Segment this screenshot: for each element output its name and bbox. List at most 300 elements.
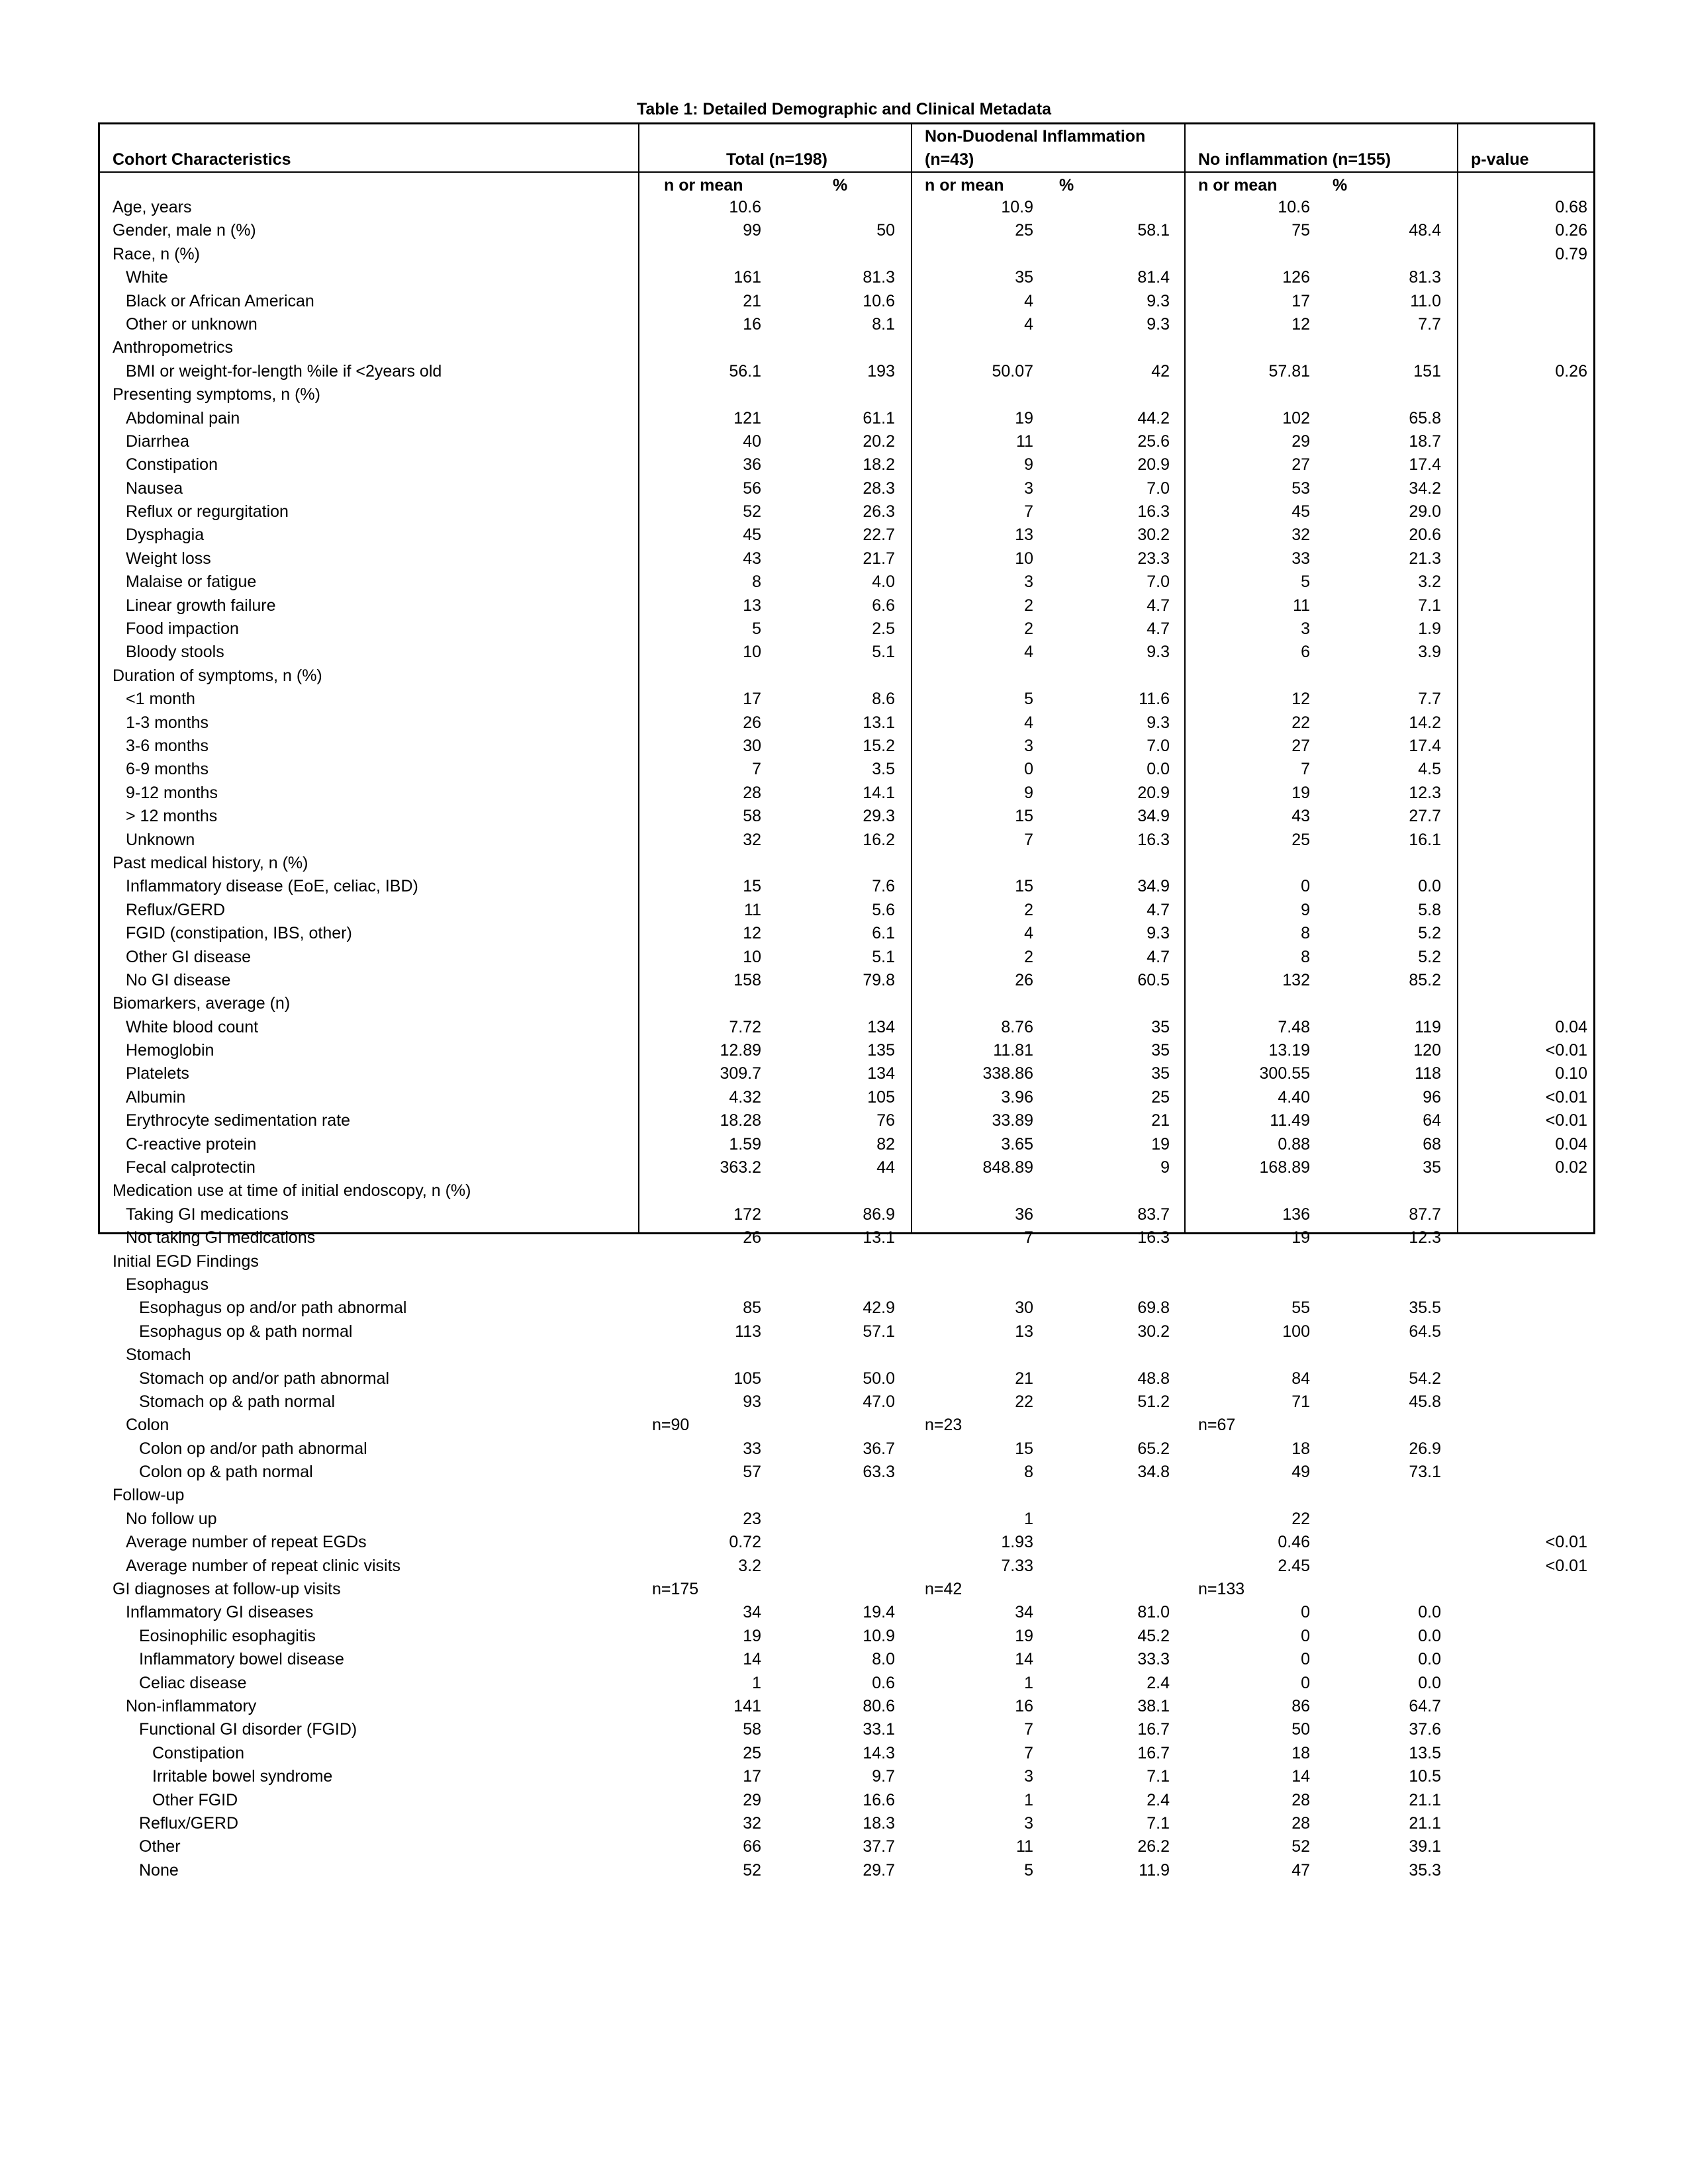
no-inflammation-n-cell: 0.46: [1278, 1533, 1310, 1552]
non-duodenal-pct-cell: 48.8: [1137, 1369, 1170, 1388]
row-label: Erythrocyte sedimentation rate: [126, 1111, 351, 1130]
total-pct-cell: 134: [867, 1064, 895, 1083]
row-label: GI diagnoses at follow-up visits: [113, 1580, 341, 1599]
no-inflammation-pct-cell: 0.0: [1418, 877, 1441, 896]
non-duodenal-n-cell: 4: [1024, 924, 1033, 943]
non-duodenal-n-cell: 1.93: [1001, 1533, 1033, 1552]
no-inflammation-pct-cell: 48.4: [1409, 221, 1441, 240]
no-inflammation-pct-cell: 14.2: [1409, 713, 1441, 732]
non-duodenal-pct-cell: 51.2: [1137, 1392, 1170, 1411]
no-inflammation-pct-cell: 21.1: [1409, 1790, 1441, 1809]
table-row: [0, 1672, 1688, 1695]
total-n-cell: 5: [752, 619, 761, 639]
total-pct-cell: 5.1: [872, 643, 895, 662]
table-row: [0, 735, 1688, 758]
non-duodenal-n-cell: 7: [1024, 1720, 1033, 1739]
non-duodenal-pct-cell: 26.2: [1137, 1837, 1170, 1856]
no-inflammation-pct-cell: 16.1: [1409, 830, 1441, 849]
no-inflammation-pct-cell: 7.7: [1418, 314, 1441, 334]
no-inflammation-n-cell: 11: [1293, 596, 1310, 615]
total-pct-cell: 6.1: [872, 924, 895, 943]
no-inflammation-n-cell: 84: [1291, 1369, 1310, 1388]
total-n-cell: 34: [743, 1603, 761, 1622]
total-pct-cell: 10.6: [863, 291, 895, 310]
no-inflammation-n-cell: 86: [1291, 1697, 1310, 1715]
non-duodenal-n-cell: 1: [1024, 1509, 1033, 1528]
no-inflammation-n-cell: 17: [1291, 291, 1310, 310]
no-inflammation-pct-cell: 35.5: [1409, 1298, 1441, 1318]
total-pct-cell: 5.6: [872, 900, 895, 919]
row-label: Dysphagia: [126, 525, 205, 545]
total-pct-cell: 2.5: [872, 619, 895, 639]
total-pct-cell: 47.0: [863, 1392, 895, 1411]
table-row: [0, 407, 1688, 430]
table-row: [0, 477, 1688, 500]
non-duodenal-pct-cell: 21: [1151, 1111, 1170, 1130]
p-value-cell: 0.04: [1555, 1134, 1587, 1154]
header-non-duodenal-n: (n=43): [925, 150, 974, 169]
total-n-cell: 11: [744, 900, 761, 919]
non-duodenal-n-cell: 15: [1015, 807, 1033, 826]
non-duodenal-n-cell: 3: [1024, 478, 1033, 498]
total-pct-cell: 18.3: [863, 1813, 895, 1833]
no-inflammation-pct-cell: 5.2: [1418, 947, 1441, 966]
row-label: Colon: [126, 1416, 169, 1435]
no-inflammation-subgroup-n: n=67: [1198, 1416, 1236, 1435]
non-duodenal-n-cell: 3: [1024, 736, 1033, 755]
row-label: Average number of repeat clinic visits: [126, 1556, 401, 1575]
table-row: [0, 946, 1688, 969]
non-duodenal-n-cell: 7: [1024, 502, 1033, 522]
total-pct-cell: 193: [867, 361, 895, 381]
table-row: [0, 641, 1688, 664]
p-value-cell: 0.68: [1555, 198, 1587, 216]
row-label: Celiac disease: [139, 1673, 247, 1692]
total-n-cell: 28: [743, 783, 761, 802]
non-duodenal-n-cell: 21: [1015, 1369, 1033, 1388]
no-inflammation-n-cell: 32: [1291, 525, 1310, 545]
non-duodenal-pct-cell: 2.4: [1147, 1673, 1170, 1692]
total-n-cell: 12.89: [720, 1041, 761, 1060]
non-duodenal-pct-cell: 9.3: [1147, 643, 1170, 662]
no-inflammation-pct-cell: 65.8: [1409, 408, 1441, 428]
non-duodenal-pct-cell: 2.4: [1147, 1790, 1170, 1809]
no-inflammation-pct-cell: 29.0: [1409, 502, 1441, 522]
non-duodenal-n-cell: 4: [1024, 643, 1033, 662]
total-n-cell: 10: [743, 643, 761, 662]
non-duodenal-pct-cell: 20.9: [1137, 783, 1170, 802]
no-inflammation-n-cell: 18: [1291, 1743, 1310, 1762]
row-label: Initial EGD Findings: [113, 1251, 259, 1271]
total-n-cell: 161: [733, 268, 761, 287]
row-label: Reflux or regurgitation: [126, 502, 289, 522]
row-label: Black or African American: [126, 291, 314, 310]
non-duodenal-pct-cell: 9.3: [1147, 924, 1170, 943]
non-duodenal-pct-cell: 81.4: [1137, 268, 1170, 287]
no-inflammation-n-cell: 27: [1291, 455, 1310, 475]
non-duodenal-n-cell: 7: [1024, 1228, 1033, 1248]
no-inflammation-pct-cell: 5.2: [1418, 924, 1441, 943]
table-row: [0, 1320, 1688, 1343]
no-inflammation-pct-cell: 0.0: [1418, 1673, 1441, 1692]
no-inflammation-n-cell: 6: [1301, 643, 1310, 662]
non-duodenal-n-cell: 2: [1024, 619, 1033, 639]
no-inflammation-pct-cell: 0.0: [1418, 1603, 1441, 1622]
table-row: [0, 1226, 1688, 1250]
no-inflammation-pct-cell: 85.2: [1409, 970, 1441, 989]
table-row: [0, 852, 1688, 875]
table-row: [0, 1859, 1688, 1882]
table-row: [0, 1016, 1688, 1039]
total-n-cell: 17: [743, 690, 761, 709]
total-n-cell: 13: [743, 596, 761, 615]
non-duodenal-n-cell: 14: [1015, 1650, 1033, 1669]
no-inflammation-n-cell: 49: [1291, 1463, 1310, 1482]
non-duodenal-n-cell: 36: [1015, 1205, 1033, 1224]
no-inflammation-pct-cell: 73.1: [1409, 1463, 1441, 1482]
total-pct-cell: 20.2: [863, 432, 895, 451]
row-label: Linear growth failure: [126, 596, 276, 615]
total-n-cell: 58: [743, 1720, 761, 1739]
table-row: [0, 313, 1688, 336]
no-inflammation-pct-cell: 151: [1413, 361, 1441, 381]
table-row: [0, 782, 1688, 805]
table-row: [0, 266, 1688, 289]
total-pct-cell: 33.1: [863, 1720, 895, 1739]
table-row: [0, 1695, 1688, 1718]
non-duodenal-n-cell: 8.76: [1001, 1017, 1033, 1036]
row-label: Reflux/GERD: [126, 900, 226, 919]
non-duodenal-pct-cell: 9.3: [1147, 713, 1170, 732]
non-duodenal-pct-cell: 60.5: [1137, 970, 1170, 989]
no-inflammation-n-cell: 29: [1291, 432, 1310, 451]
p-value-cell: 0.26: [1555, 361, 1587, 381]
no-inflammation-n-cell: 52: [1291, 1837, 1310, 1856]
non-duodenal-pct-cell: 30.2: [1137, 525, 1170, 545]
row-label: Not taking GI medications: [126, 1228, 316, 1248]
non-duodenal-subgroup-n: n=42: [925, 1580, 962, 1599]
no-inflammation-n-cell: 47: [1291, 1860, 1310, 1880]
no-inflammation-n-cell: 71: [1291, 1392, 1310, 1411]
p-value-cell: 0.26: [1555, 221, 1587, 240]
non-duodenal-n-cell: 2: [1024, 596, 1033, 615]
row-label: Esophagus op & path normal: [139, 1322, 353, 1341]
table-row: [0, 547, 1688, 570]
row-label: Esophagus: [126, 1275, 209, 1294]
row-label: FGID (constipation, IBS, other): [126, 924, 352, 943]
non-duodenal-n-cell: 4: [1024, 291, 1033, 310]
non-duodenal-pct-cell: 4.7: [1147, 619, 1170, 639]
total-pct-cell: 29.3: [863, 807, 895, 826]
table-row: [0, 290, 1688, 313]
table-row: [0, 1062, 1688, 1085]
row-label: Platelets: [126, 1064, 189, 1083]
no-inflammation-n-cell: 75: [1291, 221, 1310, 240]
non-duodenal-pct-cell: 11.9: [1139, 1860, 1170, 1880]
non-duodenal-pct-cell: 65.2: [1137, 1439, 1170, 1458]
non-duodenal-pct-cell: 9.3: [1147, 314, 1170, 334]
total-n-cell: 172: [733, 1205, 761, 1224]
table-row: [0, 1179, 1688, 1203]
non-duodenal-subgroup-n: n=23: [925, 1416, 962, 1435]
non-duodenal-pct-cell: 34.9: [1137, 877, 1170, 896]
row-label: Hemoglobin: [126, 1041, 214, 1060]
total-n-cell: 17: [743, 1767, 761, 1786]
total-pct-cell: 36.7: [863, 1439, 895, 1458]
non-duodenal-pct-cell: 7.0: [1147, 572, 1170, 592]
non-duodenal-n-cell: 5: [1024, 690, 1033, 709]
total-n-cell: 99: [743, 221, 761, 240]
table-row: [0, 336, 1688, 359]
total-n-cell: 25: [743, 1743, 761, 1762]
no-inflammation-pct-cell: 37.6: [1409, 1720, 1441, 1739]
no-inflammation-pct-cell: 1.9: [1418, 619, 1441, 639]
table-row: [0, 360, 1688, 383]
table-row: [0, 1039, 1688, 1062]
no-inflammation-pct-cell: 7.1: [1418, 596, 1441, 615]
subheader-percent: %: [833, 176, 848, 195]
p-value-cell: <0.01: [1545, 1533, 1587, 1552]
row-label: 9-12 months: [126, 783, 218, 802]
total-n-cell: 29: [743, 1790, 761, 1809]
row-label: Esophagus op and/or path abnormal: [139, 1298, 407, 1318]
total-n-cell: 58: [743, 807, 761, 826]
non-duodenal-n-cell: 34: [1015, 1603, 1033, 1622]
total-pct-cell: 76: [876, 1111, 895, 1130]
row-label: Other GI disease: [126, 947, 251, 966]
no-inflammation-n-cell: 50: [1291, 1720, 1310, 1739]
total-n-cell: 21: [743, 291, 761, 310]
no-inflammation-n-cell: 14: [1291, 1767, 1310, 1786]
non-duodenal-n-cell: 10: [1015, 549, 1033, 568]
row-label: Follow-up: [113, 1486, 185, 1505]
header-non-duodenal: Non-Duodenal Inflammation: [925, 127, 1146, 146]
row-label: Biomarkers, average (n): [113, 994, 291, 1013]
row-label: Diarrhea: [126, 432, 189, 451]
no-inflammation-pct-cell: 64.7: [1409, 1697, 1441, 1715]
non-duodenal-pct-cell: 35: [1151, 1041, 1170, 1060]
no-inflammation-pct-cell: 54.2: [1409, 1369, 1441, 1388]
no-inflammation-n-cell: 53: [1291, 478, 1310, 498]
total-pct-cell: 8.0: [872, 1650, 895, 1669]
row-label: Nausea: [126, 478, 183, 498]
no-inflammation-n-cell: 7: [1301, 760, 1310, 779]
non-duodenal-n-cell: 11: [1016, 1837, 1033, 1856]
non-duodenal-pct-cell: 34.9: [1137, 807, 1170, 826]
total-pct-cell: 21.7: [863, 549, 895, 568]
non-duodenal-pct-cell: 7.1: [1147, 1813, 1170, 1833]
total-n-cell: 18.28: [720, 1111, 761, 1130]
row-label: Abdominal pain: [126, 408, 240, 428]
no-inflammation-n-cell: 19: [1291, 1228, 1310, 1248]
non-duodenal-n-cell: 7.33: [1001, 1556, 1033, 1575]
row-label: Anthropometrics: [113, 338, 234, 357]
header-total: Total (n=198): [726, 150, 827, 169]
no-inflammation-pct-cell: 0.0: [1418, 1650, 1441, 1669]
row-label: Stomach: [126, 1345, 191, 1365]
row-label: Medication use at time of initial endoscopy, n (%): [113, 1181, 471, 1201]
non-duodenal-n-cell: 10.9: [1001, 198, 1033, 216]
no-inflammation-n-cell: 0.88: [1278, 1134, 1310, 1154]
non-duodenal-n-cell: 3: [1024, 1767, 1033, 1786]
no-inflammation-n-cell: 9: [1301, 900, 1310, 919]
non-duodenal-pct-cell: 16.3: [1137, 1228, 1170, 1248]
row-label: Constipation: [152, 1743, 244, 1762]
table-row: [0, 1742, 1688, 1765]
table-row: [0, 1297, 1688, 1320]
non-duodenal-pct-cell: 33.3: [1137, 1650, 1170, 1669]
total-n-cell: 40: [743, 432, 761, 451]
non-duodenal-pct-cell: 16.7: [1137, 1743, 1170, 1762]
table-row: [0, 1437, 1688, 1461]
no-inflammation-pct-cell: 68: [1423, 1134, 1441, 1154]
row-label: > 12 months: [126, 807, 218, 826]
table-row: [0, 500, 1688, 523]
total-pct-cell: 14.1: [863, 783, 895, 802]
no-inflammation-n-cell: 100: [1282, 1322, 1310, 1341]
subheader-n-or-mean: n or mean: [664, 176, 743, 195]
no-inflammation-pct-cell: 11.0: [1410, 291, 1441, 310]
total-pct-cell: 0.6: [872, 1673, 895, 1692]
p-value-cell: <0.01: [1545, 1087, 1587, 1107]
total-n-cell: 33: [743, 1439, 761, 1458]
total-n-cell: 30: [743, 736, 761, 755]
table-row: [0, 1625, 1688, 1648]
non-duodenal-n-cell: 3: [1024, 572, 1033, 592]
table-row: [0, 617, 1688, 641]
no-inflammation-pct-cell: 17.4: [1409, 736, 1441, 755]
p-value-cell: 0.04: [1555, 1017, 1587, 1036]
total-pct-cell: 37.7: [863, 1837, 895, 1856]
non-duodenal-n-cell: 30: [1015, 1298, 1033, 1318]
total-pct-cell: 8.1: [872, 314, 895, 334]
table-row: [0, 1390, 1688, 1414]
row-label: Age, years: [113, 198, 192, 216]
total-n-cell: 26: [743, 713, 761, 732]
non-duodenal-pct-cell: 38.1: [1137, 1697, 1170, 1715]
subheader-n-or-mean: n or mean: [1198, 176, 1278, 195]
no-inflammation-n-cell: 168.89: [1259, 1158, 1310, 1177]
row-label: Malaise or fatigue: [126, 572, 257, 592]
no-inflammation-n-cell: 55: [1291, 1298, 1310, 1318]
table-row: [0, 594, 1688, 617]
table-row: [0, 1765, 1688, 1788]
non-duodenal-n-cell: 7: [1024, 1743, 1033, 1762]
row-label: Irritable bowel syndrome: [152, 1767, 333, 1786]
total-n-cell: 56: [743, 478, 761, 498]
total-n-cell: 56.1: [729, 361, 761, 381]
no-inflammation-n-cell: 18: [1291, 1439, 1310, 1458]
non-duodenal-n-cell: 22: [1015, 1392, 1033, 1411]
p-value-cell: <0.01: [1545, 1041, 1587, 1060]
non-duodenal-pct-cell: 42: [1151, 361, 1170, 381]
no-inflammation-pct-cell: 4.5: [1418, 760, 1441, 779]
table-row: [0, 922, 1688, 945]
row-label: Average number of repeat EGDs: [126, 1533, 367, 1552]
total-n-cell: 15: [743, 877, 761, 896]
total-pct-cell: 28.3: [863, 478, 895, 498]
no-inflammation-n-cell: 4.40: [1278, 1087, 1310, 1107]
table-row: [0, 1578, 1688, 1601]
row-label: Inflammatory GI diseases: [126, 1603, 314, 1622]
table-row: [0, 1508, 1688, 1531]
no-inflammation-pct-cell: 39.1: [1409, 1837, 1441, 1856]
total-pct-cell: 50: [876, 221, 895, 240]
no-inflammation-pct-cell: 120: [1413, 1041, 1441, 1060]
total-pct-cell: 13.1: [863, 713, 895, 732]
non-duodenal-n-cell: 4: [1024, 314, 1033, 334]
row-label: Reflux/GERD: [139, 1813, 239, 1833]
table-row: [0, 969, 1688, 992]
no-inflammation-pct-cell: 3.9: [1418, 643, 1441, 662]
non-duodenal-n-cell: 19: [1015, 408, 1033, 428]
non-duodenal-n-cell: 5: [1024, 1860, 1033, 1880]
non-duodenal-pct-cell: 35: [1151, 1064, 1170, 1083]
no-inflammation-n-cell: 136: [1282, 1205, 1310, 1224]
total-pct-cell: 19.4: [863, 1603, 895, 1622]
non-duodenal-pct-cell: 11.6: [1139, 690, 1170, 709]
non-duodenal-n-cell: 15: [1015, 1439, 1033, 1458]
no-inflammation-pct-cell: 118: [1415, 1064, 1441, 1083]
total-pct-cell: 16.2: [863, 830, 895, 849]
total-n-cell: 10.6: [729, 198, 761, 216]
row-label: Other FGID: [152, 1790, 238, 1809]
no-inflammation-pct-cell: 5.8: [1418, 900, 1441, 919]
non-duodenal-pct-cell: 7.0: [1147, 736, 1170, 755]
no-inflammation-pct-cell: 81.3: [1409, 268, 1441, 287]
total-pct-cell: 63.3: [863, 1463, 895, 1482]
total-n-cell: 32: [743, 1813, 761, 1833]
header-characteristics: Cohort Characteristics: [113, 150, 291, 169]
table-row: [0, 1835, 1688, 1858]
non-duodenal-n-cell: 9: [1024, 455, 1033, 475]
non-duodenal-n-cell: 1: [1024, 1673, 1033, 1692]
row-label: White: [126, 268, 168, 287]
non-duodenal-pct-cell: 19: [1151, 1134, 1170, 1154]
table-row: [0, 570, 1688, 594]
p-value-cell: 0.02: [1555, 1158, 1587, 1177]
total-pct-cell: 13.1: [863, 1228, 895, 1248]
table-row: [0, 1343, 1688, 1367]
row-label: Inflammatory disease (EoE, celiac, IBD): [126, 877, 418, 896]
no-inflammation-n-cell: 27: [1291, 736, 1310, 755]
total-pct-cell: 4.0: [872, 572, 895, 592]
total-n-cell: 8: [752, 572, 761, 592]
no-inflammation-n-cell: 25: [1291, 830, 1310, 849]
no-inflammation-n-cell: 13.19: [1268, 1041, 1310, 1060]
table-row: [0, 805, 1688, 828]
no-inflammation-pct-cell: 17.4: [1409, 455, 1441, 475]
row-label: Other: [139, 1837, 181, 1856]
no-inflammation-n-cell: 33: [1291, 549, 1310, 568]
no-inflammation-n-cell: 0: [1301, 1673, 1310, 1692]
table-row: [0, 1648, 1688, 1671]
total-n-cell: 16: [743, 314, 761, 334]
non-duodenal-pct-cell: 81.0: [1137, 1603, 1170, 1622]
table-row: [0, 219, 1688, 242]
row-label: Stomach op and/or path abnormal: [139, 1369, 390, 1388]
total-n-cell: 113: [735, 1322, 761, 1341]
row-label: 6-9 months: [126, 760, 209, 779]
no-inflammation-pct-cell: 18.7: [1409, 432, 1441, 451]
non-duodenal-pct-cell: 30.2: [1137, 1322, 1170, 1341]
row-label: Constipation: [126, 455, 218, 475]
no-inflammation-n-cell: 28: [1291, 1790, 1310, 1809]
total-n-cell: 43: [743, 549, 761, 568]
no-inflammation-n-cell: 0: [1301, 1626, 1310, 1645]
row-label: 3-6 months: [126, 736, 209, 755]
no-inflammation-n-cell: 22: [1291, 713, 1310, 732]
